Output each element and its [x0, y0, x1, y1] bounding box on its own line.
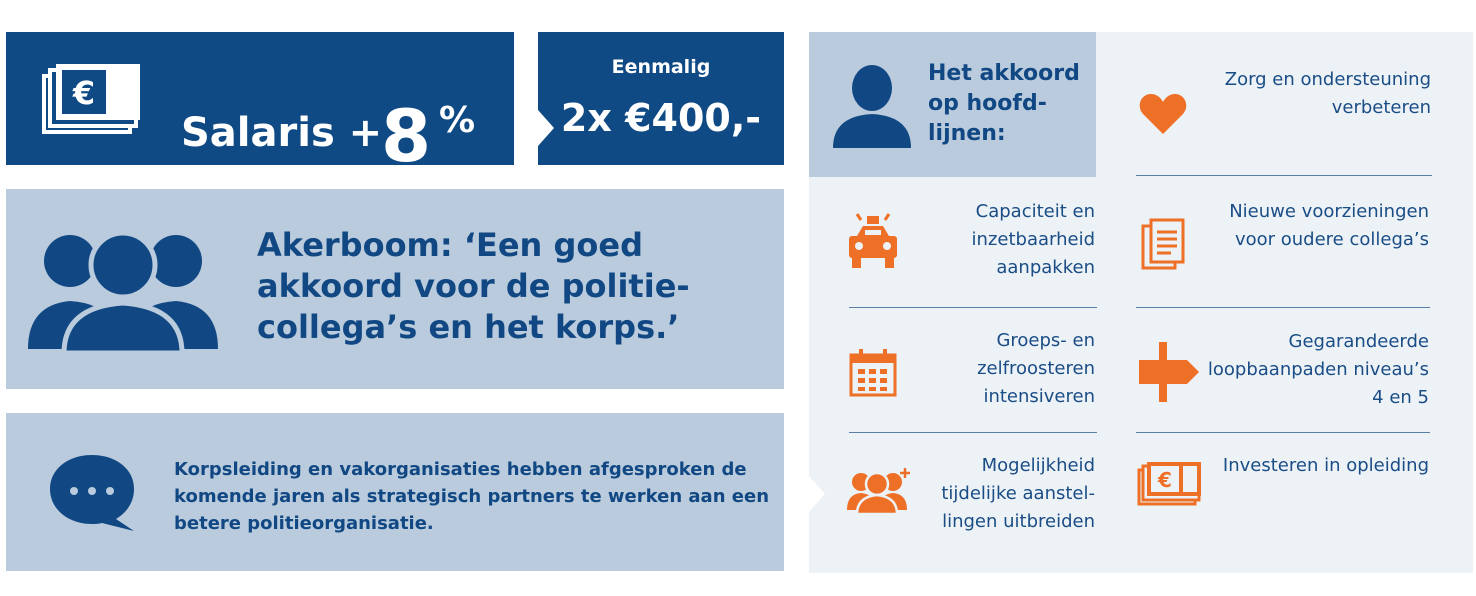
divider — [1136, 307, 1430, 308]
item-label: Mogelijkheid tijdelijke aanstel-lingen uitbreiden — [941, 455, 1095, 532]
agreement-title: Het akkoord op hoofd-lijnen: — [928, 61, 1080, 146]
heart-icon — [1139, 92, 1187, 140]
money-icon — [42, 62, 142, 140]
divider — [849, 432, 1097, 433]
person-icon — [833, 64, 911, 152]
people-plus-icon — [847, 466, 913, 518]
quote-text: Akerboom: ‘Een goed akkoord voor de politie-collega’s en het korps.’ — [257, 226, 690, 346]
item-scheduling — [847, 327, 1095, 417]
money-icon — [1137, 460, 1203, 510]
item-label: Zorg en ondersteuning verbeteren — [1224, 69, 1431, 118]
statement-text: Korpsleiding en vakorganisaties hebben afgesproken de komende jaren als strategisch partners te werken aan een betere politieorganisatie. — [174, 459, 770, 534]
one-time-payment-box — [538, 32, 784, 165]
police-car-icon — [847, 212, 899, 276]
salary-percentage: 8 — [381, 94, 429, 178]
item-provisions — [1135, 198, 1429, 288]
item-label: Nieuwe voorzieningen voor oudere collega’s — [1229, 201, 1429, 250]
one-time-amount: 2x €400,- — [560, 96, 762, 140]
divider — [1136, 175, 1432, 176]
salary-label: Salaris + — [181, 110, 383, 156]
item-temporary-appointments — [847, 452, 1095, 542]
item-capacity — [847, 198, 1095, 288]
item-care — [1135, 66, 1431, 156]
one-time-label: Eenmalig — [611, 56, 711, 78]
signpost-icon — [1137, 340, 1199, 408]
agreement-header — [809, 32, 1096, 177]
item-label: Gegarandeerde loopbaanpaden niveau’s 4 en 5 — [1207, 331, 1429, 408]
quote-box — [6, 189, 784, 389]
people-icon — [28, 231, 218, 357]
divider — [1136, 432, 1430, 433]
documents-icon — [1141, 218, 1185, 274]
salary-box — [6, 32, 514, 178]
agreement-panel — [809, 32, 1473, 573]
calendar-icon — [849, 349, 897, 401]
arrow-notch — [809, 476, 825, 512]
item-label: Investeren in opleiding — [1222, 455, 1429, 476]
item-label: Capaciteit en inzetbaarheid aanpakken — [971, 201, 1095, 278]
item-career-paths — [1135, 328, 1429, 418]
item-training — [1135, 452, 1429, 542]
svg-text:€: € — [72, 74, 96, 112]
percent-sign: % — [439, 100, 476, 141]
divider — [849, 307, 1097, 308]
svg-text:€: € — [1158, 468, 1172, 492]
item-label: Groeps- en zelfroosteren intensiveren — [977, 330, 1095, 407]
statement-box — [6, 413, 784, 571]
speech-bubble-icon — [46, 453, 138, 537]
